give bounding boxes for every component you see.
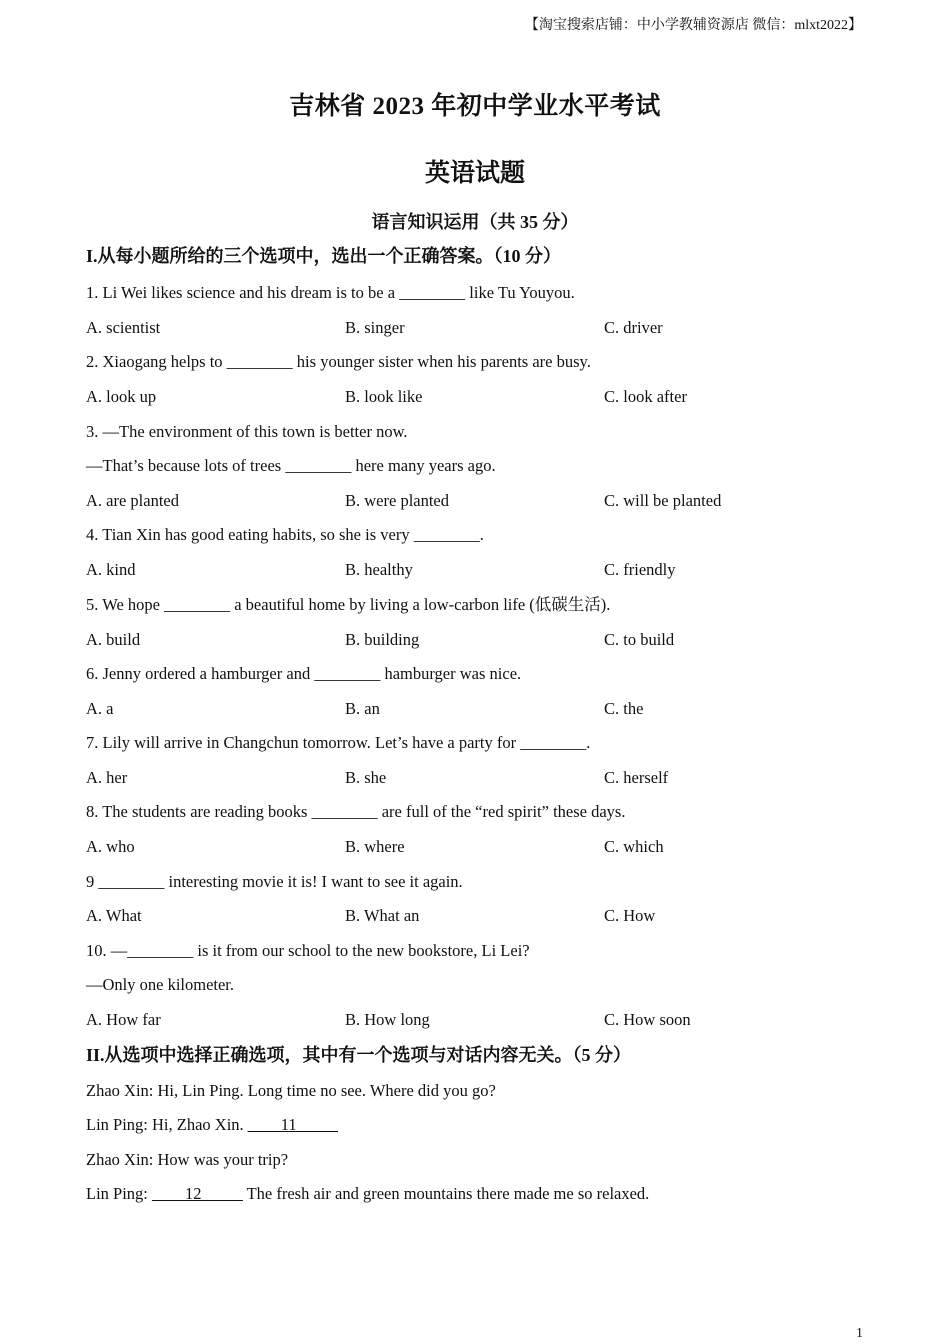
option-c: C. the	[604, 699, 644, 718]
option-c: C. driver	[604, 318, 663, 337]
part1-heading: I.从每小题所给的三个选项中，选出一个正确答案。（10 分）	[86, 246, 562, 266]
section-title: 语言知识运用（共 35 分）	[371, 212, 579, 232]
option-a: A. build	[86, 630, 141, 649]
option-a: A. a	[86, 699, 114, 718]
option-a: A. scientist	[86, 318, 161, 337]
option-b: B. look like	[345, 387, 423, 406]
option-c: C. friendly	[604, 560, 676, 579]
option-c: C. herself	[604, 768, 669, 787]
option-b: B. healthy	[345, 560, 413, 579]
option-b: B. she	[345, 768, 387, 787]
option-c: C. How soon	[604, 1010, 691, 1029]
dialogue-line-4-text: The fresh air and green mountains there made me so relaxed.	[242, 1184, 650, 1203]
option-a: A. are planted	[86, 491, 179, 510]
dialogue-line-3: Zhao Xin: How was your trip?	[86, 1150, 289, 1169]
question-10-stem: 10. —________ is it from our school to the new bookstore, Li Lei?	[86, 941, 530, 960]
option-c: C. How	[604, 906, 656, 925]
exam-title: 吉林省 2023 年初中学业水平考试	[289, 93, 661, 120]
dialogue-line-2-text: Lin Ping: Hi, Zhao Xin.	[86, 1115, 248, 1134]
question-4-stem: 4. Tian Xin has good eating habits, so she is very ________.	[86, 525, 484, 544]
question-5-stem: 5. We hope ________ a beautiful home by living a low-carbon life (低碳生活).	[86, 595, 611, 614]
question-7-stem: 7. Lily will arrive in Changchun tomorrow. Let’s have a party for ________.	[86, 733, 591, 752]
dialogue-line-4	[86, 1183, 649, 1205]
question-2-stem: 2. Xiaogang helps to ________ his younger sister when his parents are busy.	[86, 352, 591, 371]
question-6-stem: 6. Jenny ordered a hamburger and ________ hamburger was nice.	[86, 664, 522, 683]
option-b: B. an	[345, 699, 380, 718]
blank-12: ____12_____	[152, 1184, 243, 1203]
option-a: A. kind	[86, 560, 136, 579]
question-9-stem: 9 ________ interesting movie it is! I want to see it again.	[86, 872, 463, 891]
part2-heading: II.从选项中选择正确选项，其中有一个选项与对话内容无关。（5 分）	[86, 1045, 632, 1065]
question-8-stem: 8. The students are reading books ________ are full of the “red spirit” these days.	[86, 802, 626, 821]
option-b: B. were planted	[345, 491, 450, 510]
option-a: A. who	[86, 837, 135, 856]
option-b: B. What an	[345, 906, 420, 925]
question-3-stem: 3. —The environment of this town is better now.	[86, 422, 408, 441]
dialogue-line-2	[86, 1114, 338, 1136]
option-a: A. What	[86, 906, 142, 925]
blank-11: ____11_____	[247, 1115, 338, 1134]
dialogue-line-1: Zhao Xin: Hi, Lin Ping. Long time no see. Where did you go?	[86, 1081, 496, 1100]
question-1-stem: 1. Li Wei likes science and his dream is to be a ________ like Tu Youyou.	[86, 283, 575, 302]
dialogue-line-4-prefix: Lin Ping:	[86, 1184, 153, 1203]
option-a: A. look up	[86, 387, 157, 406]
option-c: C. look after	[604, 387, 687, 406]
option-c: C. to build	[604, 630, 675, 649]
header-note: 【淘宝搜索店铺：中小学教辅资源店 微信：mlxt2022】	[524, 18, 862, 33]
option-a: A. her	[86, 768, 128, 787]
question-10-stem-2: —Only one kilometer.	[86, 975, 235, 994]
option-b: B. singer	[345, 318, 405, 337]
option-b: B. How long	[345, 1010, 430, 1029]
option-a: A. How far	[86, 1010, 161, 1029]
page-number: 1	[856, 1326, 863, 1341]
option-b: B. where	[345, 837, 405, 856]
option-c: C. will be planted	[604, 491, 722, 510]
exam-subtitle: 英语试题	[424, 160, 525, 187]
option-b: B. building	[345, 630, 420, 649]
option-c: C. which	[604, 837, 664, 856]
question-3-stem-2: —That’s because lots of trees ________ here many years ago.	[86, 456, 496, 475]
